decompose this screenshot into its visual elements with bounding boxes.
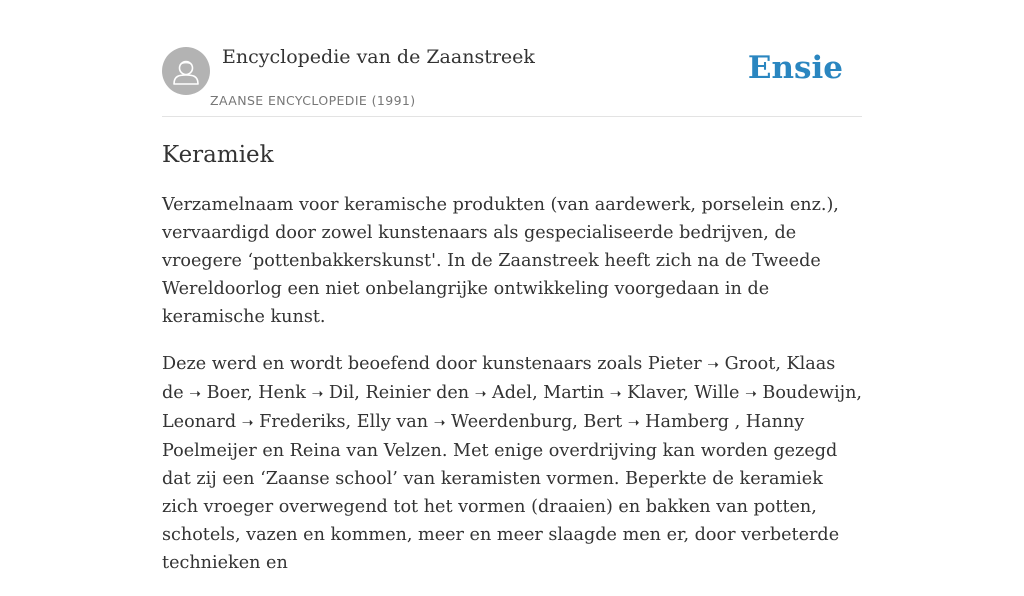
xref-arrow-icon: ➝ [433,415,446,431]
xref-arrow-icon: ➝ [609,386,622,402]
xref-link[interactable]: Weerdenburg [451,412,573,432]
artist-first-name: Bert [583,412,623,432]
paragraph-1: Verzamelnaam voor keramische produkten (van aardewerk, porselein enz.), vervaardigd door zowel kunstenaars als gespecialiseerde bedrijven, de vroegere ‘pottenbakkerskunst'. In de Zaanstreek heeft zich na de Tweede Wereldoorlog een niet onbelangrijke ontwikkeling voorgedaan in de keramische kunst. [162,195,839,327]
xref-link[interactable]: Frederiks [259,412,346,432]
artist-first-name: Reinier den [365,383,470,403]
user-icon[interactable] [162,47,210,95]
xref-link[interactable]: Boer [206,383,248,403]
xref-link[interactable]: Hamberg [645,412,730,432]
article-body [162,191,862,577]
site-header [162,42,862,117]
xref-arrow-icon: ➝ [627,415,640,431]
artist-first-name: Henk [258,383,306,403]
site-title[interactable]: Encyclopedie van de Zaanstreek [222,46,535,68]
xref-arrow-icon: ➝ [745,386,757,402]
artist-first-name: Martin [543,383,605,403]
artist-first-name: Wille [694,383,740,403]
artist-first-name: Pieter [647,354,702,374]
artist-first-name: Klaas de [162,354,836,403]
xref-arrow-icon: ➝ [707,357,719,373]
paragraph-2-outro: , Hanny Poelmeijer en Reina van Velzen. Met enige overdrijving kan worden gezegd dat zij een ‘Zaanse school’ van keramisten vormen. Beperkte de keramiek zich vroeger overwegend tot het vormen (draaien) en bakken van potten, schotels, vazen en kommen, meer en meer slaagde men er, door verbeterde technieken en [162,412,840,573]
ensie-logo[interactable]: Ensie [747,50,843,86]
article-title: Keramiek [162,142,274,168]
artist-first-name: Leonard [162,412,237,432]
article [162,139,862,596]
xref-arrow-icon: ➝ [474,386,487,402]
paragraph-2 [162,350,862,577]
xref-link[interactable]: Klaver [627,383,684,403]
artist-first-name: Elly van [356,412,429,432]
xref-arrow-icon: ➝ [241,415,254,431]
xref-link[interactable]: Adel [492,383,533,403]
xref-link[interactable]: Boudewijn [762,383,857,403]
xref-arrow-icon: ➝ [311,386,324,402]
site-subtitle[interactable]: ZAANSE ENCYCLOPEDIE (1991) [210,93,416,108]
artist-list: Pieter ➝ Groot, Klaas de ➝ Boer, Henk ➝ Dil, Reinier den ➝ Adel, Martin ➝ Klaver, Wille ➝ Boudewijn, Leonard ➝ Frederiks, Elly van ➝ Weerdenburg, Bert ➝ Hamberg [162,354,862,432]
xref-link[interactable]: Groot [724,354,776,374]
xref-link[interactable]: Dil [328,383,355,403]
xref-arrow-icon: ➝ [189,386,202,402]
paragraph-2-intro: Deze werd en wordt beoefend door kunstenaars zoals [162,354,648,374]
